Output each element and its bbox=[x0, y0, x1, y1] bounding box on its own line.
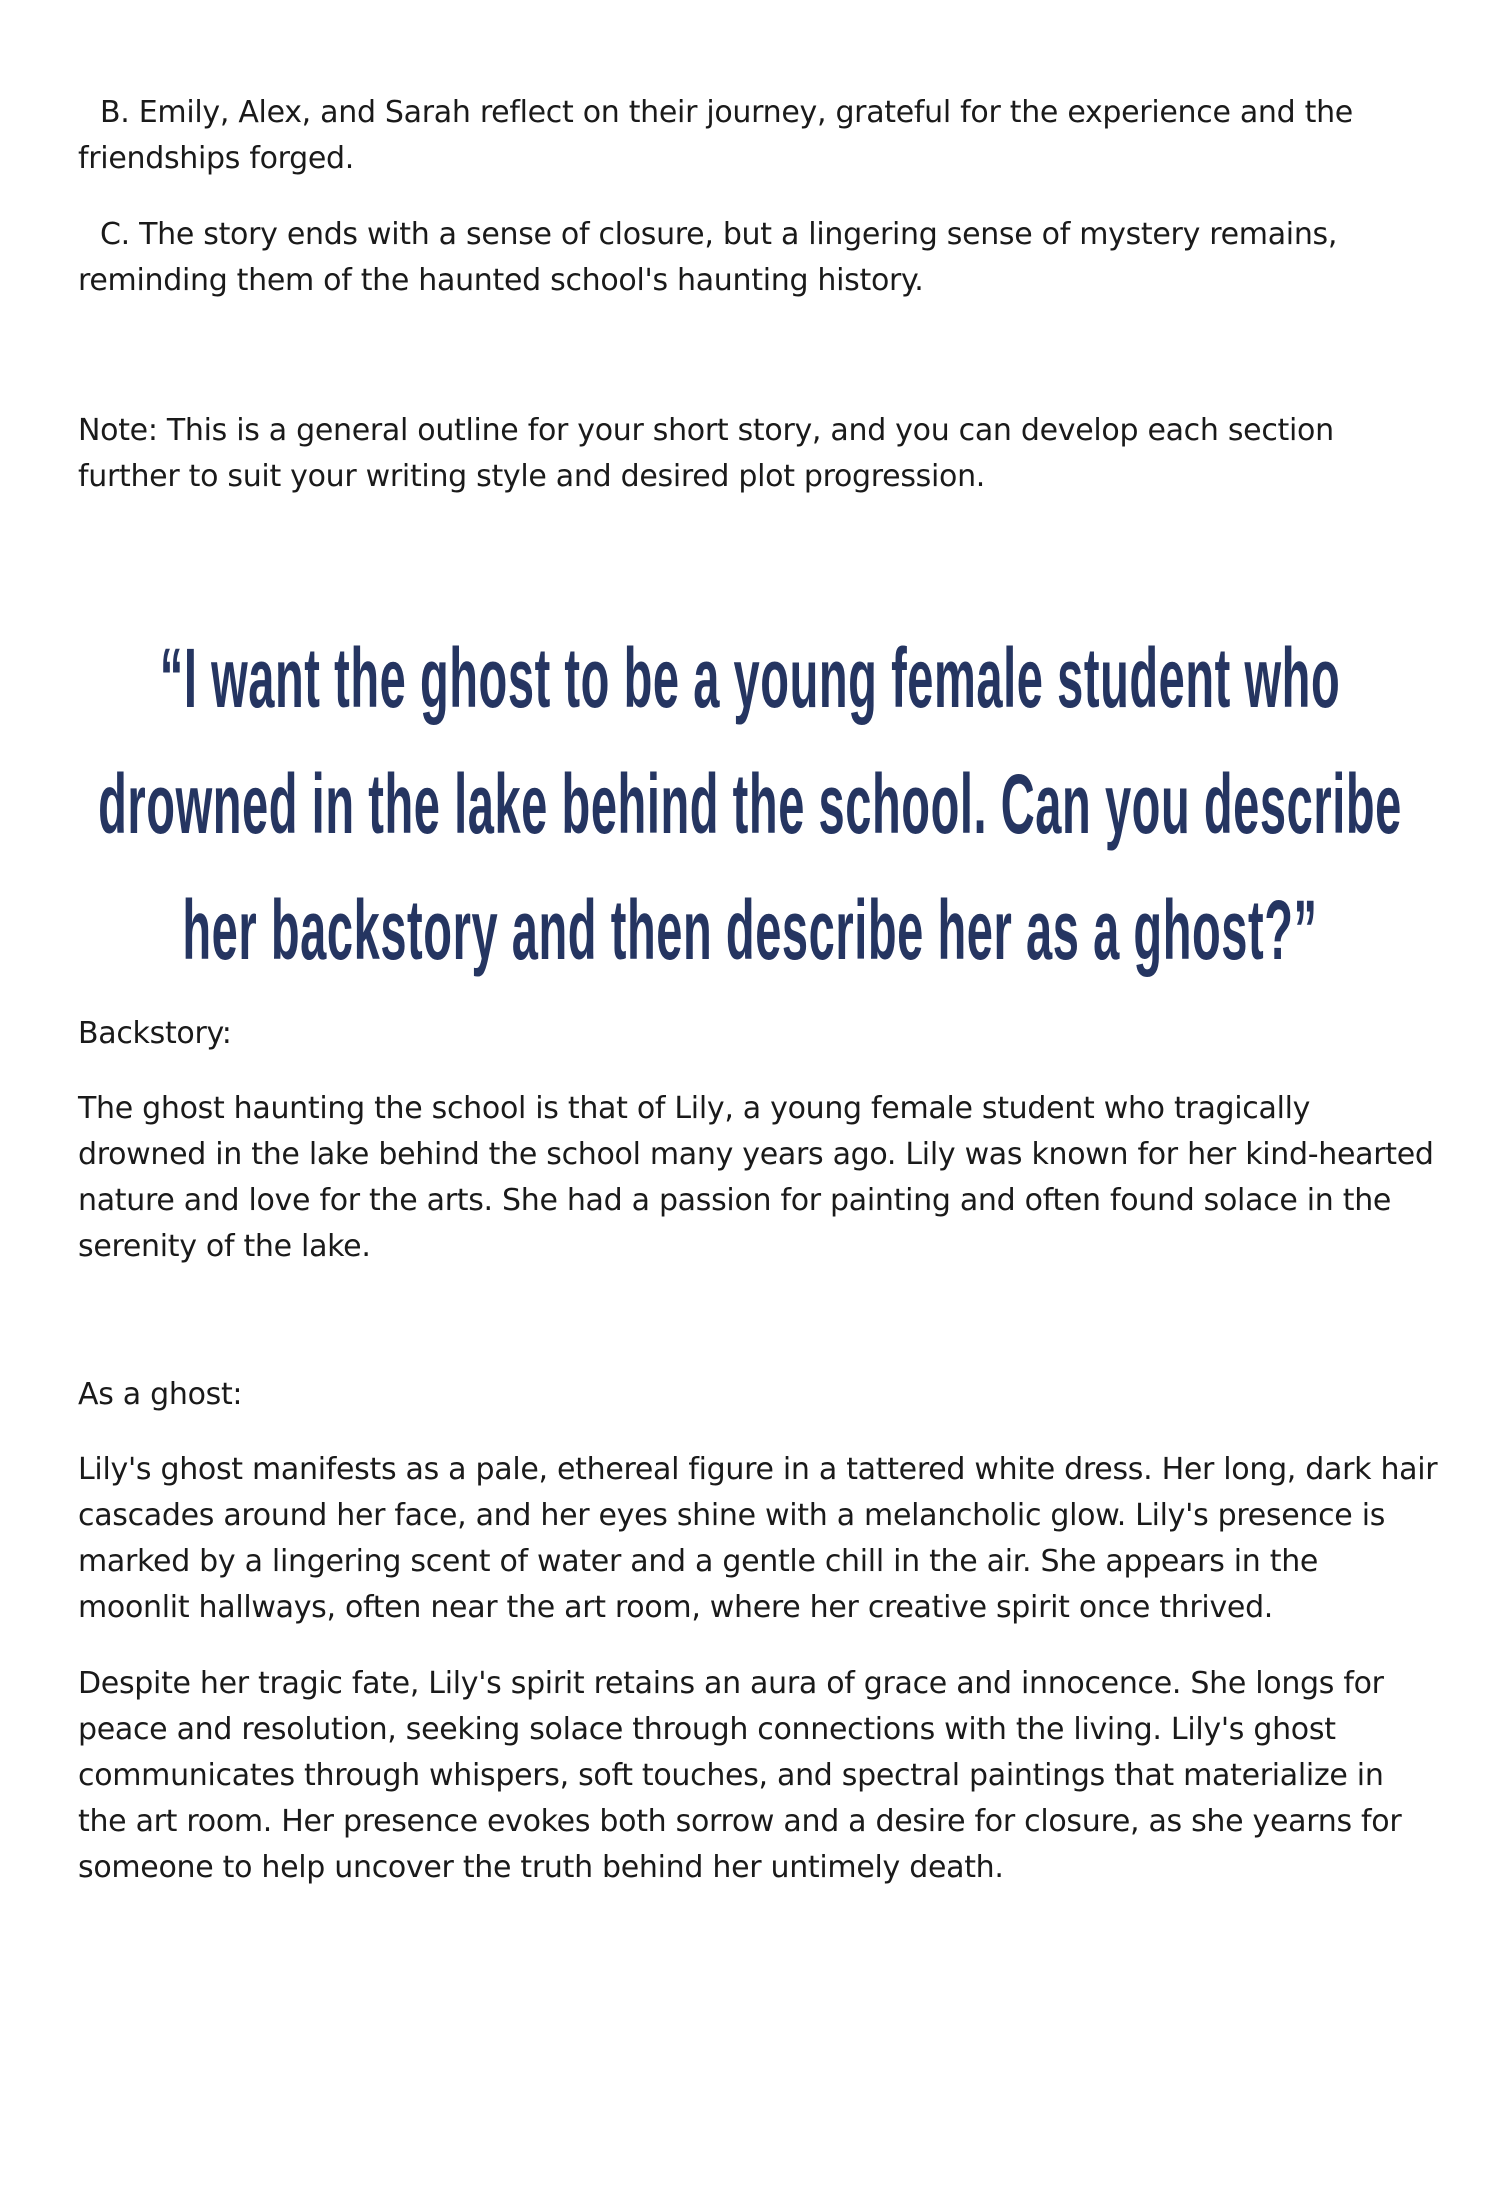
backstory-paragraph: The ghost haunting the school is that of Lily, a young female student who tragically drowned in the lake behind the school many years ago. Lily was known for her kind-hearted nature and love for the arts. She had a passion for painting and often found solace in the serenity of the lake. bbox=[78, 1091, 1434, 1264]
ghost-label: As a ghost: bbox=[78, 1377, 243, 1412]
prompt-quote-heading: “I want the ghost to be a young female student who drowned in the lake behind the school. Can you describe her backstory and then describe her as a ghost?” bbox=[98, 631, 1402, 977]
outline-item-b: B. Emily, Alex, and Sarah reflect on their journey, grateful for the experience and the friendships forged. bbox=[78, 95, 1353, 176]
note-paragraph: Note: This is a general outline for your short story, and you can develop each section further to suit your writing style and desired plot progression. bbox=[78, 413, 1334, 494]
outline-item-c: C. The story ends with a sense of closure, but a lingering sense of mystery remains, reminding them of the haunted school's haunting history. bbox=[78, 217, 1338, 298]
ghost-spirit-paragraph: Despite her tragic fate, Lily's spirit retains an aura of grace and innocence. She longs for peace and resolution, seeking solace through connections with the living. Lily's ghost communicates through whispers, soft touches, and spectral paintings that materialize in the art room. Her presence evokes both sorrow and a desire for closure, as she yearns for someone to help uncover the truth behind her untimely death. bbox=[78, 1666, 1402, 1885]
backstory-label: Backstory: bbox=[78, 1016, 232, 1051]
ghost-description-paragraph: Lily's ghost manifests as a pale, ethereal figure in a tattered white dress. Her long, dark hair cascades around her face, and her eyes shine with a melancholic glow. Lily's presence is marked by a lingering scent of water and a gentle chill in the air. She appears in the moonlit hallways, often near the art room, where her creative spirit once thrived. bbox=[78, 1452, 1438, 1625]
